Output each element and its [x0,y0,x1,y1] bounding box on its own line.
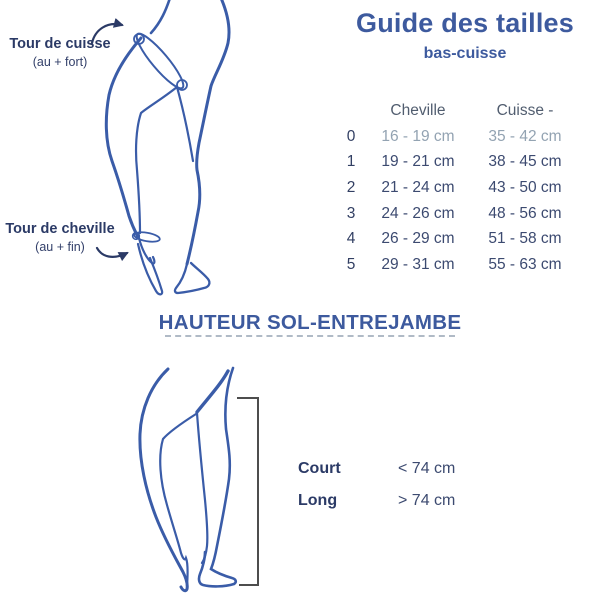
length-row-long [298,492,498,510]
length-value: > 74 cm [398,492,456,509]
size-column-header [336,97,366,124]
size-value: 5 [346,255,356,273]
ankle-range: 29 - 31 cm [381,255,455,273]
outer-left-contour [140,369,187,591]
thigh-annotation-sublabel: (au + fort) [32,55,88,69]
front-foot-pointed-toe [138,244,162,294]
length-value: < 74 cm [398,460,456,477]
ankle-range: 21 - 24 cm [381,178,455,196]
thigh-range: 55 - 63 cm [488,255,562,273]
size-table [336,98,580,278]
dashed-divider [165,335,455,337]
back-leg-inner-line [197,413,207,563]
size-value: 0 [346,127,356,145]
back-leg-inner-line [177,87,193,161]
length-label: Long [298,492,338,509]
hip-crease-line [197,371,228,412]
ankle-range: 24 - 26 cm [381,204,455,222]
thigh-range: 48 - 56 cm [488,204,562,222]
length-row-court [298,460,498,478]
ankle-range: 26 - 29 cm [381,230,455,248]
ankle-column-header: Cheville [390,101,446,119]
thigh-range: 38 - 45 cm [488,153,562,171]
ankle-annotation-sublabel: (au + fin) [35,240,85,254]
size-value: 2 [346,178,356,196]
legs-height-illustration [115,358,280,600]
ankle-range: 16 - 19 cm [381,127,455,145]
back-leg-contour [187,0,229,264]
size-value: 4 [346,230,356,248]
front-leg-inner-line [136,87,177,233]
torso-front-line [151,0,170,33]
thigh-range: 51 - 58 cm [488,230,562,248]
height-measure-bracket [238,398,258,585]
size-value: 3 [346,204,356,222]
thigh-range: 35 - 42 cm [488,127,562,145]
length-label: Court [298,460,341,477]
length-table [298,460,498,524]
size-value: 1 [346,153,356,171]
page-subtitle: bas-cuisse [423,45,507,62]
thigh-annotation-label: Tour de cuisse [9,36,111,52]
thigh-range: 43 - 50 cm [488,178,562,196]
height-section-title: HAUTEUR SOL-ENTREJAMBE [158,311,462,334]
page-title: Guide des tailles [356,8,574,38]
back-foot-flat [175,263,209,293]
ankle-range: 19 - 21 cm [381,153,455,171]
thigh-column-header: Cuisse - [496,101,554,119]
ankle-annotation-label: Tour de cheville [5,221,115,237]
